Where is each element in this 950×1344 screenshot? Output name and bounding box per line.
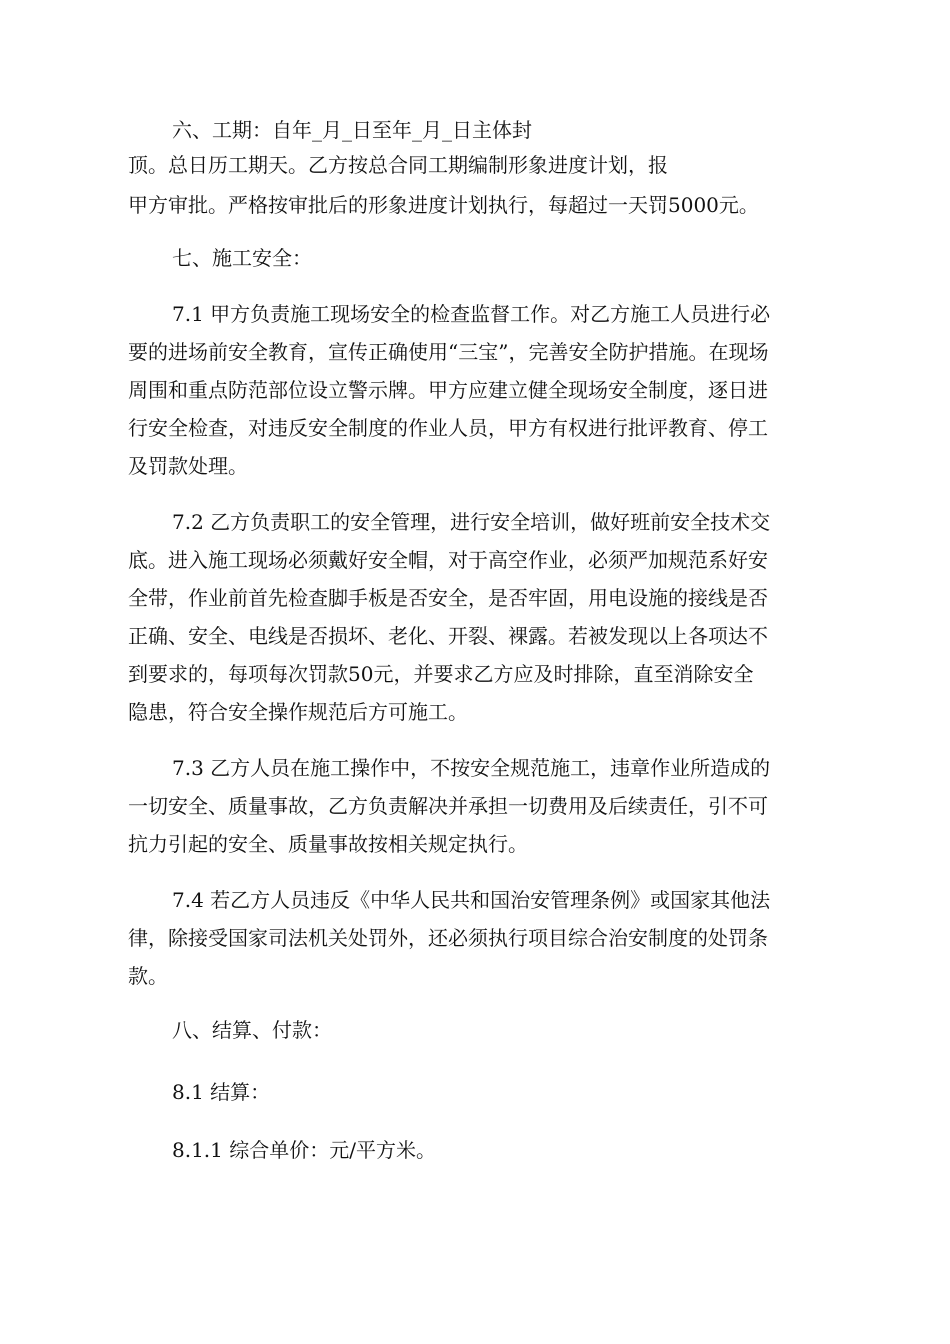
para-7-1-line: 要的进场前安全教育，宣传正确使用“三宝”，完善安全防护措施。在现场 — [128, 340, 769, 364]
section-8-heading: 八、结算、付款： — [172, 1018, 332, 1042]
para-7-1-line: 周围和重点防范部位设立警示牌。甲方应建立健全现场安全制度，逐日进 — [128, 378, 768, 402]
para-7-3-line: 一切安全、质量事故，乙方负责解决并承担一切费用及后续责任，引不可 — [128, 794, 768, 818]
para-7-2-line: 7.2 乙方负责职工的安全管理，进行安全培训，做好班前安全技术交 — [172, 510, 771, 534]
para-7-1-line: 及罚款处理。 — [128, 454, 248, 478]
section-7-heading: 七、施工安全： — [172, 246, 312, 270]
para-7-4-line: 款。 — [128, 964, 168, 988]
para-7-3-line: 7.3 乙方人员在施工操作中，不按安全规范施工，违章作业所造成的 — [172, 756, 771, 780]
para-7-2-line: 底。进入施工现场必须戴好安全帽，对于高空作业，必须严加规范系好安 — [128, 548, 768, 572]
para-7-3-line: 抗力引起的安全、质量事故按相关规定执行。 — [128, 832, 528, 856]
para-7-1-line: 行安全检查，对违反安全制度的作业人员，甲方有权进行批评教育、停工 — [128, 416, 768, 440]
section-6-line-3: 甲方审批。严格按审批后的形象进度计划执行，每超过一天罚5000元。 — [128, 193, 759, 217]
para-7-4-line: 律，除接受国家司法机关处罚外，还必须执行项目综合治安制度的处罚条 — [128, 926, 768, 950]
para-7-1-line: 7.1 甲方负责施工现场安全的检查监督工作。对乙方施工人员进行必 — [172, 302, 771, 326]
section-8-1-heading: 8.1 结算： — [172, 1080, 271, 1104]
section-8-1-1-line: 8.1.1 综合单价：元/平方米。 — [172, 1138, 436, 1162]
para-7-2-line: 正确、安全、电线是否损坏、老化、开裂、裸露。若被发现以上各项达不 — [128, 624, 768, 648]
para-7-2-line: 全带，作业前首先检查脚手板是否安全，是否牢固，用电设施的接线是否 — [128, 586, 768, 610]
section-6-line-2: 顶。总日历工期天。乙方按总合同工期编制形象进度计划，报 — [128, 153, 668, 177]
section-6-line-1: 六、工期：自年_月_日至年_月_日主体封 — [172, 118, 532, 142]
para-7-2-line: 到要求的，每项每次罚款50元，并要求乙方应及时排除，直至消除安全 — [128, 662, 754, 686]
para-7-4-line: 7.4 若乙方人员违反《中华人民共和国治安管理条例》或国家其他法 — [172, 888, 771, 912]
para-7-2-line: 隐患，符合安全操作规范后方可施工。 — [128, 700, 468, 724]
